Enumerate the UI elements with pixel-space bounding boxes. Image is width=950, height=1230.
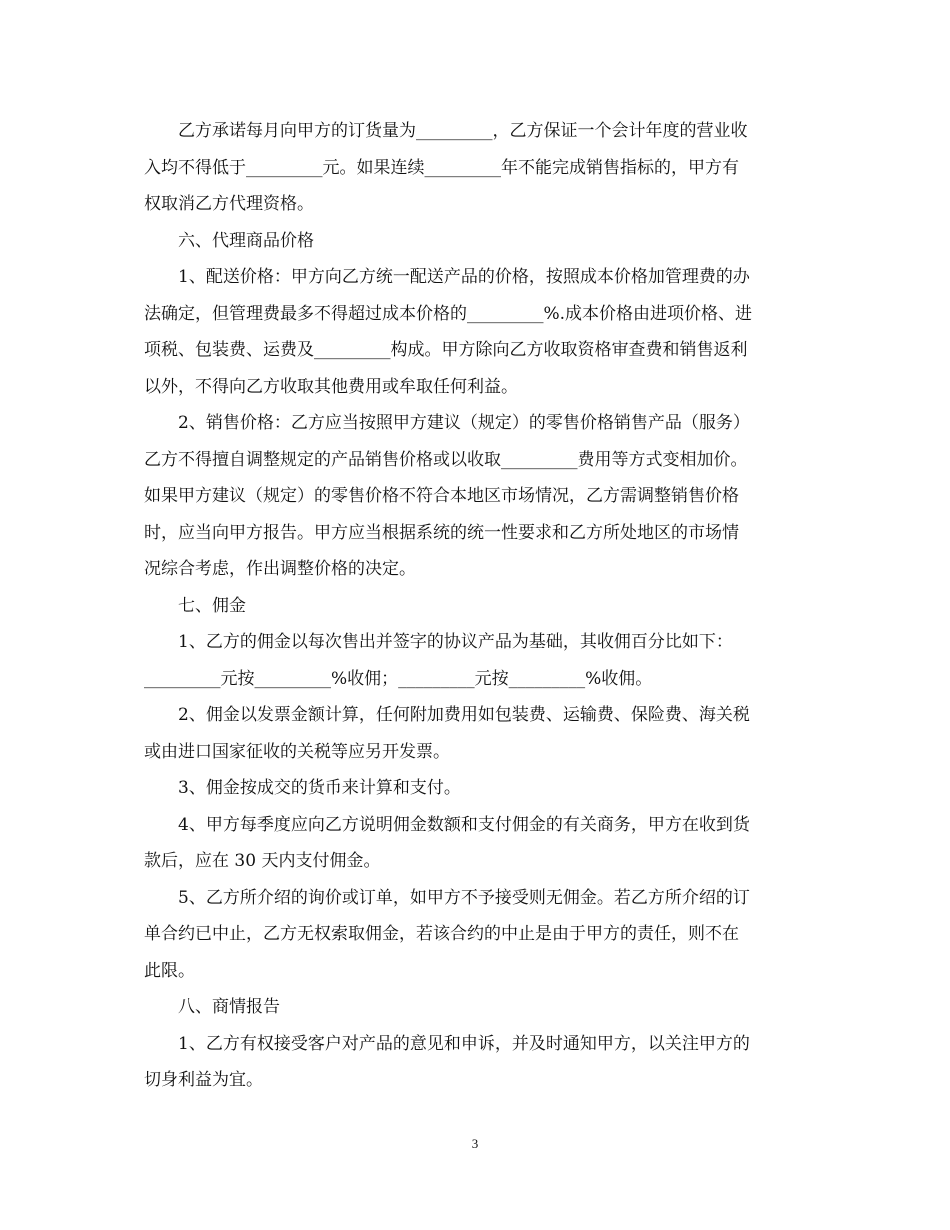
text-line: 或由进口国家征收的关税等应另开发票。 [144, 741, 450, 762]
text-line: 1、乙方有权接受客户对产品的意见和申诉，并及时通知甲方，以关注甲方的 [144, 1033, 750, 1054]
text-line: 3、佣金按成交的货币来计算和支付。 [144, 778, 461, 798]
text-line: 款后，应在 30 天内支付佣金。 [144, 851, 381, 871]
text-line: 1、乙方的佣金以每次售出并签字的协议产品为基础，其收佣百分比如下： [144, 632, 733, 652]
section-heading-text: 七、佣金 [144, 595, 246, 616]
paragraph-retail-price [144, 405, 808, 588]
text-line: 2、佣金以发票金额计算，任何附加费用如包装费、运输费、保险费、海关税 [144, 705, 750, 725]
text-line: 切身利益为宜。 [144, 1070, 263, 1090]
section-heading-commission [144, 588, 808, 625]
page-number: 3 [471, 1136, 479, 1151]
text-line: 此限。 [144, 960, 195, 981]
text-line: 项税、包装费、运费及_________构成。甲方除向乙方收取资格审查费和销售返利 [144, 340, 748, 360]
paragraph-commission-currency [144, 770, 808, 807]
section-heading-agency-price [144, 223, 808, 260]
text-line: 如果甲方建议（规定）的零售价格不符合本地区市场情况，乙方需调整销售价格 [144, 486, 739, 506]
text-line: 况综合考虑，作出调整价格的决定。 [144, 559, 416, 579]
text-line: 单合约已中止，乙方无权索取佣金，若该合约的中止是由于甲方的责任，则不在 [144, 924, 739, 944]
text-line: 乙方不得擅自调整规定的产品销售价格或以收取_________费用等方式变相加价。 [144, 449, 748, 470]
paragraph-commission-payment [144, 807, 808, 880]
paragraph-order-commitment [144, 113, 808, 223]
text-line: 以外，不得向乙方收取其他费用或牟取任何利益。 [144, 376, 518, 397]
section-heading-text: 八、商情报告 [144, 997, 280, 1017]
paragraph-commission-invoice [144, 697, 808, 770]
document-body [144, 113, 808, 1099]
paragraph-customer-feedback [144, 1026, 808, 1099]
paragraph-commission-exceptions [144, 880, 808, 990]
text-line: 入均不得低于_________元。如果连续_________年不能完成销售指标的，甲方有 [144, 157, 739, 178]
section-heading-text: 六、代理商品价格 [144, 230, 314, 251]
text-line: 乙方承诺每月向甲方的订货量为_________，乙方保证一个会计年度的营业收 [144, 121, 748, 141]
section-heading-business-report [144, 989, 808, 1026]
paragraph-commission-rate [144, 624, 808, 697]
paragraph-delivery-price [144, 259, 808, 405]
text-line: 4、甲方每季度应向乙方说明佣金数额和支付佣金的有关商务，甲方在收到货 [144, 814, 750, 835]
text-line: 2、销售价格：乙方应当按照甲方建议（规定）的零售价格销售产品（服务） [144, 413, 750, 433]
text-line: 1、配送价格：甲方向乙方统一配送产品的价格，按照成本价格加管理费的办 [144, 267, 750, 287]
text-line: 时，应当向甲方报告。甲方应当根据系统的统一性要求和乙方所处地区的市场情 [144, 522, 739, 543]
text-line: 5、乙方所介绍的询价或订单，如甲方不予接受则无佣金。若乙方所介绍的订 [144, 887, 750, 908]
text-line: 权取消乙方代理资格。 [144, 194, 314, 214]
text-line: 法确定，但管理费最多不得超过成本价格的_________%.成本价格由进项价格、进 [144, 303, 753, 324]
text-line: _________元按_________%收佣；_________元按_________%收佣。 [144, 668, 653, 689]
